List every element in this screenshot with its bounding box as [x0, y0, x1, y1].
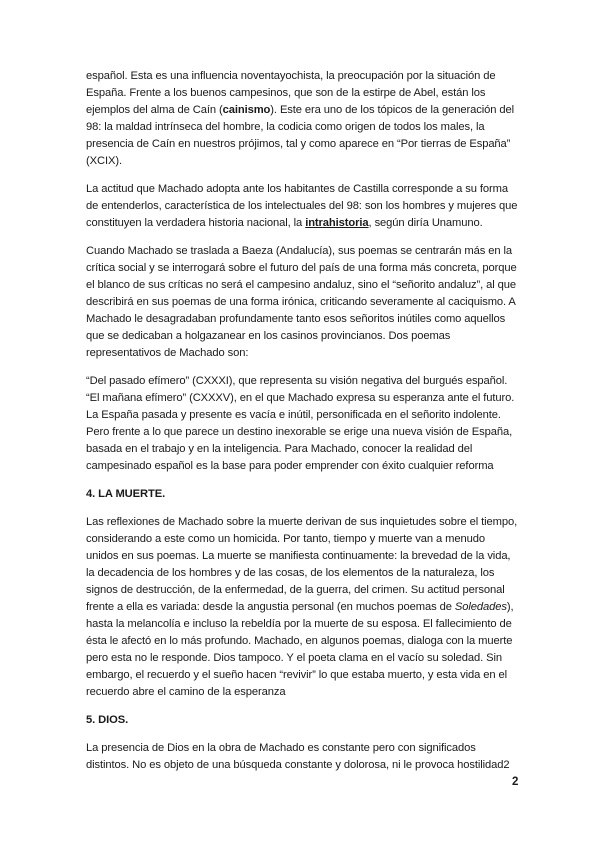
text: La actitud que Machado adopta ante los habitantes de Castilla corresponde a su forma de entenderlos, característica de los intelectuales del 98: son los hombres y mujeres que constituyen la verdadera historia nacional, la: [86, 183, 518, 229]
paragraph-intrahistoria: [86, 181, 518, 232]
paragraph-cainismo: [86, 68, 518, 170]
paragraph-poemas: “Del pasado efímero” (CXXXI), que representa su visión negativa del burgués español. “El mañana efímero” (CXXXV), en el que Machado expresa su esperanza ante el futuro. La España pasada y presente es vacía e inútil, personificada en el señorito indolente. Pero frente a lo que parece un destino inexorable se erige una nueva visión de España, basada en el trabajo y en la inteligencia. Para Machado, conocer la realidad del campesinado español es la base para poder emprender con éxito cualquier reforma: [86, 375, 515, 472]
text: español. Esta es una influencia noventayochista, la preocupación por la situación de España. Frente a los buenos campesinos, que son de la estirpe de Abel, están los ejemplos del alma de Caín (: [86, 70, 496, 116]
text: Las reflexiones de Machado sobre la muerte derivan de sus inquietudes sobre el tiempo, considerando a este como un homicida. Por tanto, tiempo y muerte van a menudo unidos en sus poemas. La muerte se manifiesta continuamente: la brevedad de la vida, la decadencia de los hombres y de las cosas, de los elementos de la naturaleza, los signos de destrucción, de la enfermedad, de la guerra, del crimen. Su actitud personal frente a ella es variada: desde la angustia personal (en muchos poemas de: [86, 516, 518, 613]
title-soledades: Soledades: [454, 601, 507, 613]
term-cainismo: cainismo: [222, 104, 271, 116]
term-intrahistoria: intrahistoria: [305, 217, 369, 229]
section-heading-dios: 5. DIOS.: [86, 714, 129, 726]
paragraph-dios: La presencia de Dios en la obra de Machado es constante pero con significados distintos. No es objeto de una búsqueda constante y dolorosa, ni le provoca hostilidad2: [86, 742, 510, 771]
page-number: 2: [512, 776, 519, 788]
document-body: [86, 68, 518, 785]
text: , según diría Unamuno.: [368, 217, 483, 229]
paragraph-baeza: Cuando Machado se traslada a Baeza (Andalucía), sus poemas se centrarán más en la crítica social y se interrogará sobre el futuro del país de una forma más concreta, porque el blanco de sus críticas no será el campesino andaluz, sino el “señorito andaluz”, al que describirá en sus poemas de una forma irónica, criticando severamente al caciquismo. A Machado le desagradaban profundamente tanto esos señoritos inútiles como aquellos que se dedicaban a holgazanear en los casinos provincianos. Dos poemas representativos de Machado son:: [86, 245, 517, 359]
text: ). Este era uno de los tópicos de la generación del 98: la maldad intrínseca del hombre, la codicia como origen de todos los males, la presencia de Caín en nuestros prójimos, tal y como aparece en “Por tierras de España” (XCIX).: [86, 104, 514, 167]
text: ), hasta la melancolía e incluso la rebeldía por la muerte de su esposa. El fallecimiento de ésta le afectó en lo más profundo. Machado, en algunos poemas, dialoga con la muerte pero esta no le responde. Dios tampoco. Y el poeta clama en el vacío su soledad. Sin embargo, el recuerdo y el sueño hacen “revivir” lo que estaba muerto, y esta vida en el recuerdo abre el camino de la esperanza: [86, 601, 514, 698]
section-heading-muerte: 4. LA MUERTE.: [86, 488, 166, 500]
paragraph-muerte: [86, 514, 518, 701]
